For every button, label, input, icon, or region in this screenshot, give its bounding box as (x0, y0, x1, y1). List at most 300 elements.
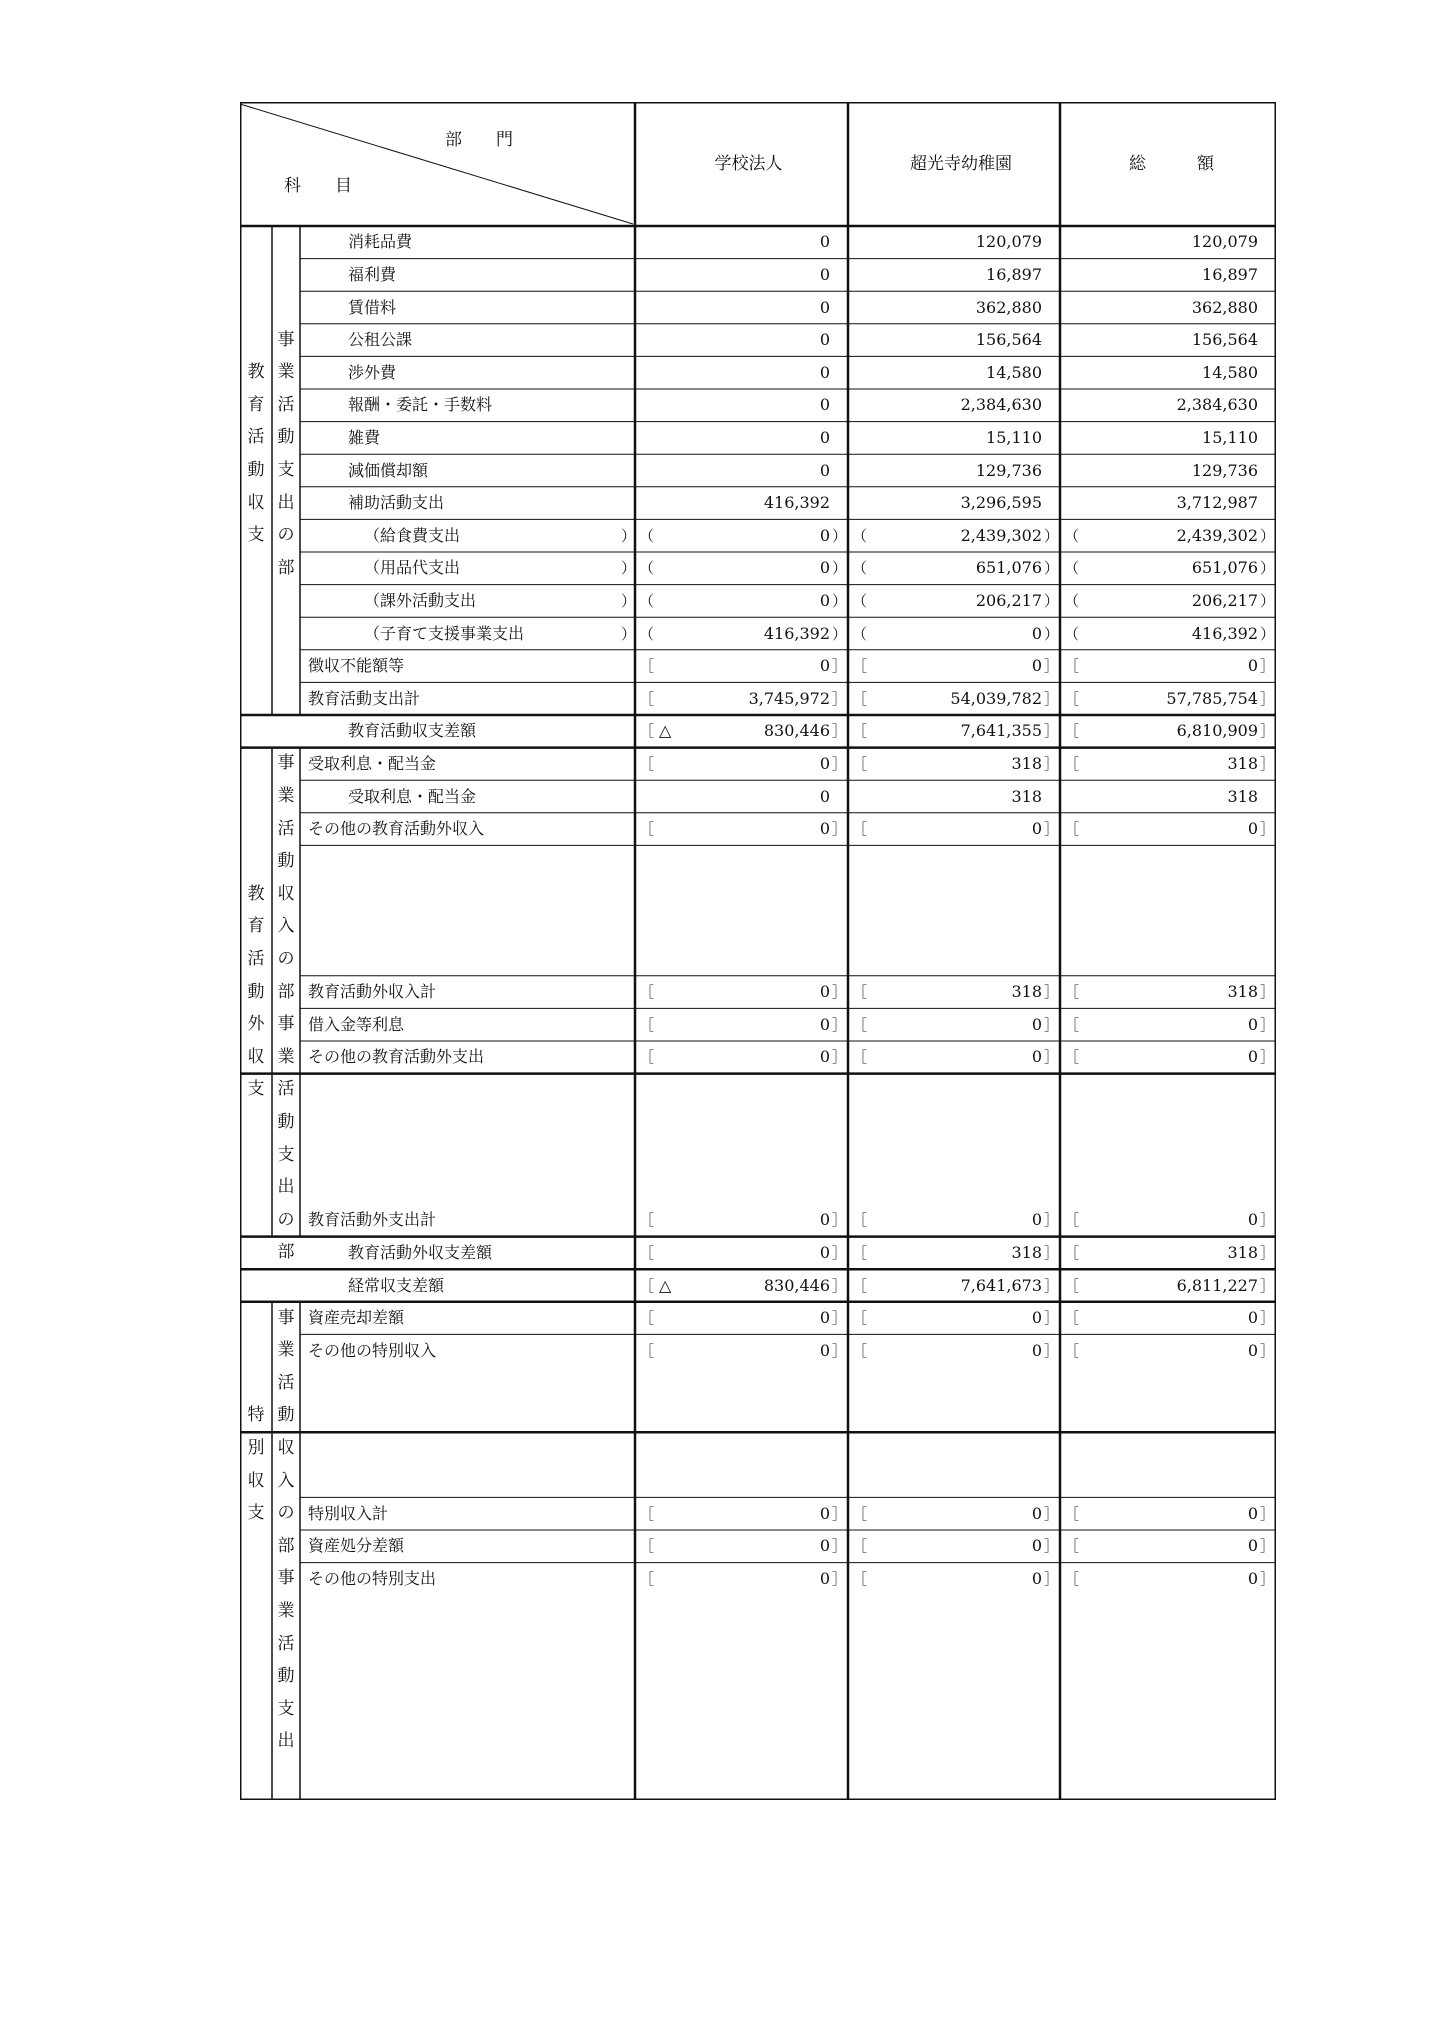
section-edu-expense-char: 支 (277, 460, 295, 480)
section-non-edu-expense-char: 業 (277, 1046, 295, 1067)
section-special-expense-char: 出 (277, 1731, 295, 1752)
value-close-mark: ］ (832, 1309, 848, 1328)
value-cell: 0 (819, 656, 830, 676)
financial-statement-table (240, 102, 1276, 1800)
value-close-mark: ］ (832, 754, 848, 773)
section-edu-expense-char: 動 (277, 427, 295, 448)
value-cell: 0 (819, 232, 830, 252)
value-cell: 0 (819, 395, 830, 415)
value-cell: 15,110 (986, 427, 1042, 447)
value-close-mark: ］ (832, 1569, 848, 1588)
value-open-mark: ［ (1064, 1341, 1080, 1360)
value-close-mark: ］ (1044, 1243, 1060, 1262)
value-cell: 318 (1011, 786, 1042, 806)
row-label: 報酬・委託・手数料 (348, 395, 493, 415)
value-cell: 416,392 (1191, 623, 1258, 643)
value-cell: 0 (819, 786, 830, 806)
value-cell: 318 (1011, 982, 1042, 1002)
section-special-income-char: 業 (277, 1340, 295, 1361)
value-cell: 0 (1247, 656, 1258, 676)
section-special-expense-char: 業 (277, 1601, 295, 1621)
row-label: 徴収不能額等 (308, 656, 405, 676)
section-edu-expense-char: 活 (277, 394, 295, 415)
row-label: 教育活動外収入計 (308, 982, 437, 1002)
value-close-mark: ） (832, 591, 848, 610)
value-open-mark: ［ (639, 1048, 655, 1067)
row-label: 雑費 (348, 427, 381, 447)
section-non-edu-income-char: 入 (277, 916, 295, 937)
value-open-mark: ［ (639, 1211, 655, 1230)
value-close-mark: ］ (832, 1211, 848, 1230)
value-open-mark: ［ (639, 1015, 655, 1034)
value-open-mark: ［ (852, 1015, 868, 1034)
section-special-main-char: 支 (247, 1503, 265, 1524)
section-non-edu-main-char: 動 (247, 981, 265, 1002)
row-label: （課外活動支出 (364, 590, 477, 610)
section-special-income-char: 部 (277, 1535, 295, 1556)
row-label: その他の特別収入 (308, 1340, 437, 1360)
section-non-edu-expense-char: 事 (277, 1014, 295, 1035)
section-special-income-char: 動 (277, 1405, 295, 1426)
row-label: その他の特別支出 (308, 1568, 437, 1588)
value-close-mark: ］ (832, 689, 848, 708)
header-subject-label: 科 目 (284, 176, 352, 196)
value-cell: 0 (819, 297, 830, 317)
value-close-mark: ） (832, 526, 848, 545)
value-close-mark: ］ (832, 820, 848, 839)
value-close-mark: ］ (1260, 1341, 1276, 1360)
value-cell: 318 (1227, 786, 1258, 806)
section-non-edu-income-char: 収 (277, 883, 295, 904)
value-open-mark: ［ (852, 1341, 868, 1360)
label-close-paren: ） (621, 559, 637, 578)
value-open-mark: ［ (852, 1309, 868, 1328)
value-open-mark: ［ (1064, 1048, 1080, 1067)
value-cell: 0 (1031, 1308, 1042, 1328)
value-cell: 2,384,630 (1176, 395, 1258, 415)
value-close-mark: ］ (1260, 1243, 1276, 1262)
value-open-mark: （ (852, 591, 868, 610)
section-edu-main-char: 動 (247, 460, 265, 480)
section-non-edu-income-char: 活 (277, 818, 295, 839)
value-close-mark: ］ (832, 657, 848, 676)
value-open-mark: （ (639, 591, 655, 610)
value-open-mark: ［ (1064, 689, 1080, 708)
section-edu-main-char: 教 (247, 362, 265, 383)
value-close-mark: ］ (832, 1537, 848, 1556)
header-dept-label: 部 門 (445, 130, 513, 150)
section-edu-main-char: 支 (247, 525, 265, 546)
row-label: 教育活動外収支差額 (348, 1242, 493, 1262)
section-non-edu-main-char: 支 (247, 1079, 265, 1100)
value-close-mark: ］ (1260, 1504, 1276, 1523)
value-cell: 156,564 (1191, 330, 1258, 350)
value-close-mark: ） (1044, 624, 1060, 643)
value-cell: 0 (819, 1014, 830, 1034)
value-open-mark: ［ (639, 1276, 655, 1295)
value-open-mark: ［ (639, 820, 655, 839)
value-cell: 16,897 (986, 264, 1042, 284)
value-open-mark: ［ (852, 1569, 868, 1588)
value-cell: 362,880 (975, 297, 1042, 317)
row-label: （用品代支出 (364, 558, 461, 578)
value-cell: 0 (1031, 1047, 1042, 1067)
value-cell: 0 (1031, 1568, 1042, 1588)
value-cell: 362,880 (1191, 297, 1258, 317)
row-label: 減価償却額 (348, 460, 429, 480)
value-cell: 0 (1247, 1503, 1258, 1523)
value-open-mark: （ (1064, 591, 1080, 610)
section-non-edu-expense-char: 活 (277, 1079, 295, 1100)
row-label: 特別収入計 (308, 1503, 389, 1523)
value-cell: 0 (819, 558, 830, 578)
section-special-income-char: 入 (277, 1470, 295, 1491)
value-close-mark: ］ (832, 1504, 848, 1523)
value-close-mark: ） (1260, 526, 1276, 545)
value-open-mark: ［ (852, 1276, 868, 1295)
value-open-mark: ［ (1064, 754, 1080, 773)
value-cell: 120,079 (975, 232, 1042, 252)
value-cell: 318 (1011, 1242, 1042, 1262)
value-cell: 3,296,595 (960, 493, 1042, 513)
value-open-mark: ［ (639, 1341, 655, 1360)
row-label: 教育活動支出計 (308, 688, 421, 708)
value-cell: 54,039,782 (950, 688, 1042, 708)
value-close-mark: ］ (1044, 1211, 1060, 1230)
value-cell: 0 (1031, 656, 1042, 676)
value-close-mark: ］ (1044, 722, 1060, 741)
section-non-edu-income-char: 事 (277, 753, 295, 774)
value-cell: 318 (1227, 753, 1258, 773)
header-column-kindergarten: 超光寺幼稚園 (910, 154, 1012, 174)
value-cell: 156,564 (975, 330, 1042, 350)
value-close-mark: ］ (1044, 1276, 1060, 1295)
value-open-mark: ［ (639, 1569, 655, 1588)
section-special-expense-char: 事 (277, 1568, 295, 1589)
value-open-mark: ［ (639, 689, 655, 708)
value-cell: 0 (1031, 1210, 1042, 1230)
value-cell: 129,736 (1191, 460, 1258, 480)
row-label: 受取利息・配当金 (308, 753, 437, 773)
header-column-total: 総 額 (1129, 154, 1214, 174)
section-edu-expense-char: 出 (277, 492, 295, 513)
value-cell: 0 (819, 1047, 830, 1067)
value-open-mark: ［ (1064, 1276, 1080, 1295)
value-open-mark: ［ (639, 983, 655, 1002)
value-close-mark: ］ (832, 722, 848, 741)
value-close-mark: ） (832, 624, 848, 643)
value-close-mark: ］ (1044, 1048, 1060, 1067)
value-open-mark: （ (639, 526, 655, 545)
value-cell: 0 (1247, 1014, 1258, 1034)
row-label: （子育て支援事業支出 (364, 623, 525, 643)
value-close-mark: ］ (1260, 1015, 1276, 1034)
value-cell: 0 (1247, 1308, 1258, 1328)
value-close-mark: ］ (1044, 689, 1060, 708)
value-open-mark: （ (639, 559, 655, 578)
value-open-mark: （ (1064, 559, 1080, 578)
value-cell: 0 (819, 427, 830, 447)
value-close-mark: ］ (1260, 657, 1276, 676)
value-close-mark: ］ (1044, 657, 1060, 676)
value-cell: 0 (1031, 819, 1042, 839)
value-close-mark: ］ (832, 1243, 848, 1262)
section-special-main-char: 特 (247, 1405, 265, 1426)
value-close-mark: ］ (1044, 1504, 1060, 1523)
section-non-edu-main-char: 収 (247, 1046, 265, 1067)
value-close-mark: ） (1044, 559, 1060, 578)
value-close-mark: ］ (1044, 1341, 1060, 1360)
value-cell: 0 (819, 819, 830, 839)
value-open-mark: ［ (1064, 1243, 1080, 1262)
value-open-mark: ［ (852, 1048, 868, 1067)
value-close-mark: ］ (1260, 689, 1276, 708)
section-edu-expense-char: の (277, 525, 295, 546)
value-close-mark: ］ (832, 1048, 848, 1067)
section-non-edu-income-char: 部 (277, 981, 295, 1002)
value-close-mark: ］ (1044, 754, 1060, 773)
value-cell: 0 (1247, 1568, 1258, 1588)
value-cell: 318 (1011, 753, 1042, 773)
value-cell: 16,897 (1202, 264, 1258, 284)
value-close-mark: ］ (1044, 1569, 1060, 1588)
value-close-mark: ］ (1044, 1537, 1060, 1556)
value-cell: 0 (1247, 1536, 1258, 1556)
section-non-edu-expense-char: 動 (277, 1112, 295, 1132)
value-close-mark: ］ (1044, 1015, 1060, 1034)
value-cell: 0 (819, 1536, 830, 1556)
value-cell: 2,439,302 (1176, 525, 1258, 545)
section-edu-main-char: 活 (247, 427, 265, 448)
value-cell: 0 (1031, 1536, 1042, 1556)
row-label: 経常収支差額 (348, 1275, 445, 1295)
value-open-mark: ［ (852, 689, 868, 708)
value-cell: 0 (819, 982, 830, 1002)
row-label: 賃借料 (348, 297, 397, 317)
value-close-mark: ］ (1260, 754, 1276, 773)
value-open-mark: ［ (852, 722, 868, 741)
value-close-mark: ） (1260, 559, 1276, 578)
value-cell: 830,446 (763, 721, 830, 741)
value-open-mark: ［ (639, 1309, 655, 1328)
value-cell: 3,712,987 (1176, 493, 1258, 513)
value-cell: 57,785,754 (1166, 688, 1258, 708)
value-open-mark: ［ (1064, 1569, 1080, 1588)
value-close-mark: ） (832, 559, 848, 578)
label-close-paren: ） (621, 624, 637, 643)
value-cell: 0 (819, 1503, 830, 1523)
row-label: 渉外費 (348, 362, 397, 382)
value-close-mark: ］ (1260, 722, 1276, 741)
value-open-mark: （ (1064, 624, 1080, 643)
value-cell: 0 (819, 1568, 830, 1588)
value-close-mark: ］ (832, 1276, 848, 1295)
value-cell: 0 (1031, 1340, 1042, 1360)
value-close-mark: ］ (1260, 820, 1276, 839)
value-close-mark: ］ (1260, 1309, 1276, 1328)
value-cell: 0 (1247, 819, 1258, 839)
header-diagonal (240, 104, 633, 224)
value-cell: 0 (1247, 1210, 1258, 1230)
value-open-mark: （ (852, 526, 868, 545)
value-cell: 129,736 (975, 460, 1042, 480)
value-open-mark: ［ (1064, 1211, 1080, 1230)
value-cell: 206,217 (975, 590, 1042, 610)
value-cell: 0 (819, 1308, 830, 1328)
section-non-edu-main-char: 外 (247, 1014, 265, 1035)
row-label: 資産売却差額 (308, 1308, 405, 1328)
value-close-mark: ］ (832, 983, 848, 1002)
section-special-income-char: 活 (277, 1372, 295, 1393)
value-cell: 0 (1031, 1503, 1042, 1523)
row-label: その他の教育活動外収入 (308, 819, 485, 839)
value-open-mark: ［ (852, 820, 868, 839)
value-cell: 416,392 (763, 623, 830, 643)
value-cell: 0 (1031, 623, 1042, 643)
header-column-school-corp: 学校法人 (714, 154, 783, 174)
value-open-mark: ［ (852, 1537, 868, 1556)
value-cell: 416,392 (763, 493, 830, 513)
row-label: 公租公課 (348, 330, 413, 350)
row-label: 借入金等利息 (308, 1014, 405, 1034)
section-special-main-char: 別 (247, 1438, 265, 1458)
section-non-edu-main-char: 活 (247, 949, 265, 969)
value-open-mark: ［ (1064, 983, 1080, 1002)
value-cell: 7,641,355 (960, 721, 1042, 741)
value-cell: 0 (819, 330, 830, 350)
value-cell: 0 (1247, 1047, 1258, 1067)
section-non-edu-income-char: 業 (277, 786, 295, 806)
row-label: 消耗品費 (348, 232, 413, 252)
label-close-paren: ） (621, 591, 637, 610)
value-open-mark: ［ (852, 1243, 868, 1262)
row-label: その他の教育活動外支出 (308, 1047, 485, 1067)
section-special-expense-char: 動 (277, 1666, 295, 1687)
value-open-mark: （ (639, 624, 655, 643)
value-close-mark: ） (1260, 591, 1276, 610)
negative-mark: △ (659, 721, 672, 741)
section-non-edu-income-char: の (277, 949, 295, 969)
value-open-mark: ［ (639, 722, 655, 741)
value-close-mark: ］ (1044, 983, 1060, 1002)
section-special-income-char: の (277, 1503, 295, 1524)
section-non-edu-main-char: 育 (247, 916, 265, 937)
value-cell: 0 (819, 1210, 830, 1230)
value-cell: 0 (819, 1340, 830, 1360)
row-label: 福利費 (348, 264, 397, 284)
value-open-mark: ［ (1064, 657, 1080, 676)
value-open-mark: ［ (852, 754, 868, 773)
value-open-mark: ［ (852, 1504, 868, 1523)
section-special-expense-char: 支 (277, 1698, 295, 1719)
value-close-mark: ） (1044, 591, 1060, 610)
value-open-mark: （ (852, 624, 868, 643)
section-non-edu-income-char: 動 (277, 851, 295, 872)
value-cell: 0 (1031, 1014, 1042, 1034)
section-special-main-char: 収 (247, 1470, 265, 1491)
section-special-expense-char: 活 (277, 1633, 295, 1654)
row-label: （給食費支出 (364, 525, 461, 545)
section-edu-expense-char: 事 (277, 329, 295, 350)
value-cell: 318 (1227, 1242, 1258, 1262)
value-open-mark: ［ (639, 657, 655, 676)
value-cell: 206,217 (1191, 590, 1258, 610)
section-special-income-char: 事 (277, 1307, 295, 1328)
value-open-mark: ［ (639, 754, 655, 773)
value-cell: 0 (1247, 1340, 1258, 1360)
value-open-mark: ［ (1064, 1537, 1080, 1556)
value-cell: 830,446 (763, 1275, 830, 1295)
value-close-mark: ］ (1260, 1211, 1276, 1230)
value-cell: 15,110 (1202, 427, 1258, 447)
value-open-mark: ［ (1064, 1015, 1080, 1034)
section-non-edu-expense-char: 出 (277, 1177, 295, 1198)
row-label: 教育活動収支差額 (348, 721, 477, 741)
section-edu-expense-char: 部 (277, 557, 295, 578)
section-non-edu-expense-char: 部 (277, 1242, 295, 1263)
value-close-mark: ］ (1260, 1569, 1276, 1588)
value-open-mark: ［ (852, 657, 868, 676)
value-cell: 120,079 (1191, 232, 1258, 252)
value-cell: 0 (819, 460, 830, 480)
value-close-mark: ］ (1044, 820, 1060, 839)
section-non-edu-expense-char: 支 (277, 1144, 295, 1165)
section-edu-main-char: 育 (247, 394, 265, 415)
section-non-edu-expense-char: の (277, 1209, 295, 1230)
value-close-mark: ］ (1260, 1276, 1276, 1295)
value-open-mark: ［ (639, 1504, 655, 1523)
value-close-mark: ］ (1260, 1537, 1276, 1556)
value-open-mark: ［ (852, 983, 868, 1002)
value-cell: 3,745,972 (748, 688, 830, 708)
row-label: 受取利息・配当金 (348, 786, 477, 806)
value-cell: 6,811,227 (1176, 1275, 1258, 1295)
value-cell: 651,076 (1191, 558, 1258, 578)
value-cell: 2,384,630 (960, 395, 1042, 415)
value-close-mark: ） (1044, 526, 1060, 545)
value-close-mark: ］ (1260, 1048, 1276, 1067)
value-cell: 2,439,302 (960, 525, 1042, 545)
row-label: 補助活動支出 (348, 493, 445, 513)
label-close-paren: ） (621, 526, 637, 545)
value-open-mark: （ (1064, 526, 1080, 545)
value-open-mark: ［ (639, 1243, 655, 1262)
section-non-edu-main-char: 教 (247, 883, 265, 904)
value-cell: 0 (819, 362, 830, 382)
value-open-mark: ［ (1064, 1309, 1080, 1328)
value-cell: 7,641,673 (960, 1275, 1042, 1295)
section-edu-main-char: 収 (247, 492, 265, 513)
value-cell: 318 (1227, 982, 1258, 1002)
value-cell: 0 (819, 753, 830, 773)
value-open-mark: ［ (852, 1211, 868, 1230)
value-open-mark: ［ (639, 1537, 655, 1556)
value-cell: 6,810,909 (1176, 721, 1258, 741)
row-label: 教育活動外支出計 (308, 1210, 437, 1230)
value-close-mark: ］ (1260, 983, 1276, 1002)
value-cell: 14,580 (1202, 362, 1258, 382)
value-close-mark: ］ (832, 1015, 848, 1034)
value-open-mark: ［ (1064, 1504, 1080, 1523)
value-cell: 14,580 (986, 362, 1042, 382)
value-close-mark: ］ (832, 1341, 848, 1360)
value-open-mark: ［ (1064, 820, 1080, 839)
value-open-mark: ［ (1064, 722, 1080, 741)
value-cell: 0 (819, 1242, 830, 1262)
value-close-mark: ） (1260, 624, 1276, 643)
value-cell: 0 (819, 264, 830, 284)
section-special-income-char: 収 (277, 1438, 295, 1458)
